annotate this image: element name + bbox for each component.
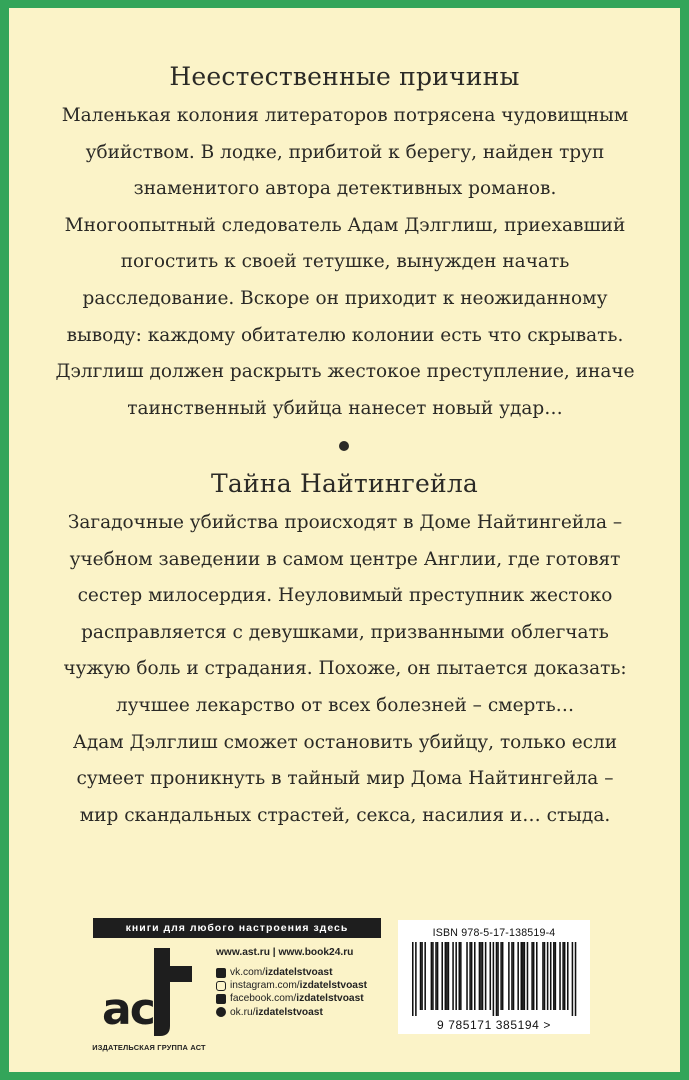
barcode-bar [485,942,487,1010]
synopsis-line: лучшее лекарство от всех болезней – смерть… [115,694,575,716]
barcode-bar [459,942,461,1010]
barcode-bar [431,942,433,1010]
publisher-tagline: книги для любого настроения здесь [93,918,381,938]
isbn-number: ISBN 978-5-17-138519-4 [432,927,556,939]
vk-icon [216,968,226,978]
barcode-bar [517,942,519,1010]
barcode-bar [502,942,504,1010]
barcode-bar [524,942,526,1010]
barcode-bar [567,942,569,1010]
barcode-bar [531,942,533,1010]
book1-synopsis [40,98,650,427]
synopsis-line: таинственный убийца нанесет новый удар… [127,397,563,419]
social-prefix: vk.com/ [230,967,266,979]
barcode-bar [445,942,447,1010]
synopsis-line: сестер милосердия. Неуловимый преступник жестоко [77,585,613,607]
barcode-bar [441,942,443,1010]
barcode-bar [412,942,414,1016]
barcode-bar [544,942,546,1010]
barcode-bar [448,942,450,1010]
isbn-barcode-box [398,920,590,1034]
barcode-bar [575,942,577,1016]
social-link-instagram[interactable] [216,979,386,992]
barcode-bar [553,942,555,1010]
barcode-bar [471,942,473,1010]
social-handle: izdatelstvoast [296,993,364,1005]
synopsis-line: Маленькая колония литераторов потрясена чудовищным [61,105,629,126]
barcode-bar [555,942,557,1010]
barcode-bar [513,942,515,1010]
barcode-bar [536,942,538,1010]
synopsis-line: Многоопытный следователь Адам Дэлглиш, приехавший [64,214,626,236]
barcode-bar [493,942,495,1016]
barcode-bar [564,942,566,1010]
barcode-bar [446,942,448,1010]
ast-logo [96,944,202,1038]
barcode [398,920,590,1034]
book2-title: Тайна Найтингейла [210,469,479,498]
social-prefix: ok.ru/ [230,1006,256,1018]
synopsis-line: погостить к своей тетушке, вынужден начать [120,251,570,273]
social-link-facebook[interactable] [216,992,386,1005]
social-prefix: instagram.com/ [230,980,300,992]
ok-icon [216,1007,226,1017]
social-handle: izdatelstvoast [265,967,333,979]
barcode-bar [421,942,423,1010]
barcode-bar [452,942,454,1010]
barcode-bar [527,942,529,1010]
barcode-bar [508,942,510,1010]
barcode-bar [559,942,561,1010]
barcode-bar [455,942,457,1010]
social-prefix: facebook.com/ [230,993,297,1005]
barcode-bar [420,942,422,1010]
synopsis-line: сумеет проникнуть в тайный мир Дома Найтингейла – [76,768,614,790]
barcode-bar [497,942,499,1016]
synopsis-line: Загадочные убийства происходят в Доме Найтингейла – [67,512,623,533]
barcode-bar [480,942,482,1010]
barcode-bar [521,942,523,1010]
barcode-bars [412,942,576,1016]
barcode-bar [479,942,481,1010]
synopsis-line: мир скандальных страстей, секса, насилия и… стыда. [79,804,611,826]
barcode-bar [432,942,434,1010]
barcode-bar [572,942,574,1016]
barcode-bar [496,942,498,1016]
barcode-bar [511,942,513,1010]
barcode-bar [424,942,426,1010]
barcode-bar [542,942,544,1010]
synopsis-line: знаменитого автора детективных романов. [133,178,557,200]
instagram-icon [216,981,226,991]
publisher-name: ИЗДАТЕЛЬСКАЯ ГРУППА АСТ [92,1043,206,1052]
social-handle: izdatelstvoast [255,1006,323,1018]
barcode-bar [500,942,502,1010]
section-divider-dot [339,441,349,451]
barcode-bar [415,942,417,1016]
barcode-bar [562,942,564,1010]
book2-synopsis [40,505,650,834]
logo-text: ас [102,984,154,1035]
barcode-bar [522,942,524,1010]
synopsis-line: убийством. В лодке, прибитой к берегу, найден труп [85,141,605,163]
facebook-icon [216,994,226,1004]
barcode-bar [460,942,462,1010]
barcode-bar [490,942,492,1010]
barcode-bar [482,942,484,1010]
social-link-vk[interactable] [216,966,386,979]
barcode-bar [474,942,476,1010]
synopsis-line: расправляется с девушками, призванными облегчать [81,621,609,643]
barcode-bar [550,942,552,1010]
synopsis-line: чужую боль и страдания. Похоже, он пытается доказать: [63,658,627,680]
synopsis-line: выводу: каждому обитателю колонии есть что скрывать. [66,324,624,346]
website-links[interactable]: www.ast.ru | www.book24.ru [216,947,354,958]
publisher-links [216,947,386,1019]
bottom-trim [0,1072,689,1080]
barcode-bar [466,942,468,1010]
barcode-bar [469,942,471,1010]
barcode-digits: 9 785171 385194 > [437,1018,551,1032]
barcode-bar [533,942,535,1010]
social-link-ok[interactable] [216,1006,386,1019]
synopsis-line: расследование. Вскоре он приходит к неожиданному [82,287,608,309]
synopsis-line: учебном заведении в самом центре Англии, где готовят [69,548,621,570]
barcode-bar [437,942,439,1010]
synopsis-line: Адам Дэлглиш сможет остановить убийцу, только если [72,731,618,753]
book1-title: Неестественные причины [169,62,520,91]
top-trim [0,0,689,8]
barcode-bar [435,942,437,1010]
barcode-bar [547,942,549,1010]
synopsis-line: Дэлглиш должен раскрыть жестокое преступление, иначе [55,361,635,383]
social-handle: izdatelstvoast [299,980,368,992]
